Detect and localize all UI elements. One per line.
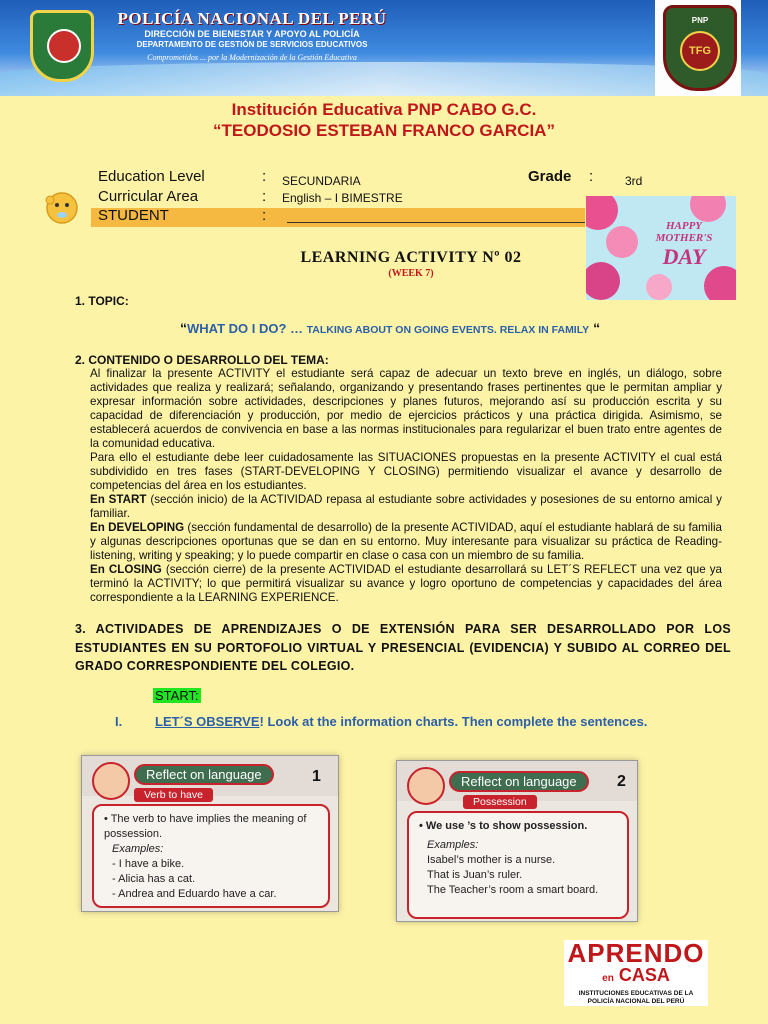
examples-label-text: Examples: bbox=[427, 839, 479, 851]
examples-label-text: Examples: bbox=[112, 843, 164, 855]
panel-subtitle: Possession bbox=[463, 795, 537, 809]
paragraph-text: (sección inicio) de la ACTIVIDAD repasa al estudiante sobre actividades y posesiones de su entorno amical y familiar. bbox=[90, 493, 722, 520]
contenido-heading: 2. CONTENIDO O DESARROLLO DEL TEMA: bbox=[75, 353, 329, 367]
tfg-logo bbox=[655, 0, 741, 96]
panel-body bbox=[407, 811, 629, 919]
banner-title bbox=[92, 10, 412, 62]
start-label: START: bbox=[155, 688, 199, 703]
panel-number: 1 bbox=[312, 768, 321, 785]
school-line1: Institución Educativa PNP CABO G.C. bbox=[231, 100, 537, 119]
curricular-area-label: Curricular Area bbox=[98, 188, 199, 205]
reflect-panel-verb-to-have bbox=[81, 755, 339, 912]
card-happy: HAPPY bbox=[665, 220, 703, 232]
curricular-area-value: English – I BIMESTRE bbox=[282, 191, 403, 205]
example: - Andrea and Eduardo have a car. bbox=[112, 888, 277, 900]
institution-line3: DEPARTAMENTO DE GESTIÓN DE SERVICIOS EDUCATIVOS bbox=[136, 40, 368, 50]
mothers-day-card bbox=[586, 196, 736, 300]
banner-wave bbox=[0, 62, 768, 96]
observe-link[interactable]: LET´S OBSERVE bbox=[155, 714, 260, 729]
card-mothers: MOTHER'S bbox=[655, 232, 713, 244]
school-line2: “TEODOSIO ESTEBAN FRANCO GARCIA” bbox=[213, 121, 555, 140]
panel-number: 2 bbox=[617, 773, 626, 790]
education-level-value: SECUNDARIA bbox=[282, 174, 361, 188]
topic-heading: 1. TOPIC: bbox=[75, 294, 129, 308]
paragraph bbox=[90, 563, 722, 605]
grade-value: 3rd bbox=[625, 174, 643, 188]
panel-subtitle: Verb to have bbox=[134, 788, 213, 802]
colon: : bbox=[262, 207, 267, 224]
topic-part2: TALKING ABOUT ON GOING EVENTS. RELAX IN FAMILY bbox=[306, 324, 590, 336]
observe-rest: ! Look at the information charts. Then complete the sentences. bbox=[259, 714, 648, 729]
colon: : bbox=[589, 168, 594, 185]
examples-label bbox=[419, 838, 617, 853]
bold-lead: En START bbox=[90, 493, 147, 506]
en-text: en bbox=[602, 973, 614, 984]
institution-line2: DIRECCIÓN DE BIENESTAR Y APOYO AL POLICÍA bbox=[144, 28, 360, 39]
item-number: I. bbox=[115, 714, 123, 729]
pnp-shield-logo bbox=[30, 10, 94, 82]
rule-text: • The verb to have implies the meaning of possession. bbox=[104, 813, 307, 840]
casa-text: CASA bbox=[618, 965, 670, 985]
colon: : bbox=[262, 168, 267, 185]
panel-body bbox=[92, 804, 330, 908]
paragraph bbox=[90, 521, 722, 563]
close-quote: “ bbox=[589, 320, 601, 336]
tfg-pnp-text: PNP bbox=[691, 16, 709, 25]
example: That is Juan’s ruler. bbox=[427, 869, 523, 881]
reflect-title: Reflect on language bbox=[449, 771, 589, 792]
education-level-label: Education Level bbox=[98, 168, 205, 185]
activity-title: LEARNING ACTIVITY Nº 02 bbox=[300, 249, 522, 266]
grade-label: Grade bbox=[528, 168, 572, 185]
flower-decoration bbox=[690, 196, 726, 222]
grade-row bbox=[0, 168, 768, 188]
baby-emoji-icon bbox=[42, 188, 82, 228]
tfg-badge: TFG bbox=[680, 31, 720, 71]
aprendo-subtitle1: INSTITUCIONES EDUCATIVAS DE LA bbox=[578, 990, 694, 997]
kid-avatar bbox=[407, 767, 445, 805]
paragraph: Al finalizar la presente ACTIVITY el estudiante será capaz de adecuar un texto breve en inglés, un diálogo, sobre actividades que realiza y realizará; señalando, organizando y presentando frases pertinentes que le permitan ampliar y expresar información sobre actividades, descripciones y planes futuros, mejorando así su producción escrita y su capacidad de diferenciación y producción, por medio de ejercicios prácticos y una práctica dirigida. Asimismo, se establecerá acuerdos de convivencia en base a las normas institucionales para regularizar el buen trato entre agentes de la comunidad educativa. bbox=[90, 367, 722, 450]
example: The Teacher’s room a smart board. bbox=[427, 884, 599, 896]
topic-line bbox=[180, 320, 600, 336]
aprendo-text: APRENDO bbox=[567, 938, 705, 968]
motto: Comprometidos ... por la Modernización de la Gestión Educativa bbox=[147, 52, 357, 62]
paragraph: Para ello el estudiante debe leer cuidadosamente las SITUACIONES propuestas en la presente ACTIVITY el cual está subdividido en tres fases (START-DEVELOPING Y CLOSING) permitiendo visualizar el avance y desarrollo de competencias del área en los estudiantes. bbox=[90, 451, 722, 492]
colon: : bbox=[262, 188, 267, 205]
reflect-title: Reflect on language bbox=[134, 764, 274, 785]
activity-week: (WEEK 7) bbox=[388, 268, 434, 279]
reflect-panel-possession bbox=[396, 760, 638, 922]
tfg-shield bbox=[663, 5, 737, 91]
paragraph bbox=[90, 493, 722, 521]
header-banner bbox=[0, 0, 768, 96]
paragraph-text: (sección cierre) de la presente ACTIVIDAD el estudiante desarrollará su LET´S REFLECT una vez que ya terminó la ACTIVITY; lo que permitirá visualizar su avance y logro oportuno de competencias y capacidades del área correspondiente a la LEARNING EXPERIENCE. bbox=[90, 563, 722, 604]
institution-line1: POLICÍA NACIONAL DEL PERÚ bbox=[117, 9, 387, 28]
kid-avatar bbox=[92, 762, 130, 800]
example: - I have a bike. bbox=[112, 858, 185, 870]
en-casa-text bbox=[564, 966, 708, 988]
contenido-body bbox=[90, 367, 722, 605]
topic-part1: WHAT DO I DO? … bbox=[187, 321, 307, 336]
flower-decoration bbox=[586, 196, 618, 230]
card-day: DAY bbox=[662, 244, 706, 269]
example: Isabel’s mother is a nurse. bbox=[427, 854, 556, 866]
bold-lead: En CLOSING bbox=[90, 563, 162, 576]
rule-text: • We use ’s to show possession. bbox=[419, 820, 588, 832]
student-label: STUDENT bbox=[98, 207, 169, 224]
examples-label bbox=[104, 842, 318, 857]
paragraph-text: (sección fundamental de desarrollo) de la presente ACTIVIDAD, aquí el estudiante hablará de su familia y algunas descripciones oportunas que se dan en su entorno. Muy interesante para visualizar su práctica de Reading-listening, writing y speaking; y lo puede compartir en clase o casa con un miembro de su familia. bbox=[90, 521, 722, 562]
open-quote: “ bbox=[180, 320, 187, 336]
bold-lead: En DEVELOPING bbox=[90, 521, 185, 534]
observe-text bbox=[155, 714, 687, 730]
actividades-heading: 3. ACTIVIDADES DE APRENDIZAJES O DE EXTENSIÓN PARA SER DESARROLLADO POR LOS ESTUDIANTES EN SU PORTOFOLIO VIRTUAL Y PRESENCIAL (EVIDENCIA) Y SUBIDO AL CORREO DEL GRADO CORRESPONDIENTE DEL COLEGIO. bbox=[75, 622, 731, 673]
aprendo-subtitle2: POLICÍA NACIONAL DEL PERÚ bbox=[587, 997, 685, 1005]
example: - Alicia has a cat. bbox=[112, 873, 196, 885]
aprendo-en-casa-logo bbox=[564, 940, 708, 1006]
